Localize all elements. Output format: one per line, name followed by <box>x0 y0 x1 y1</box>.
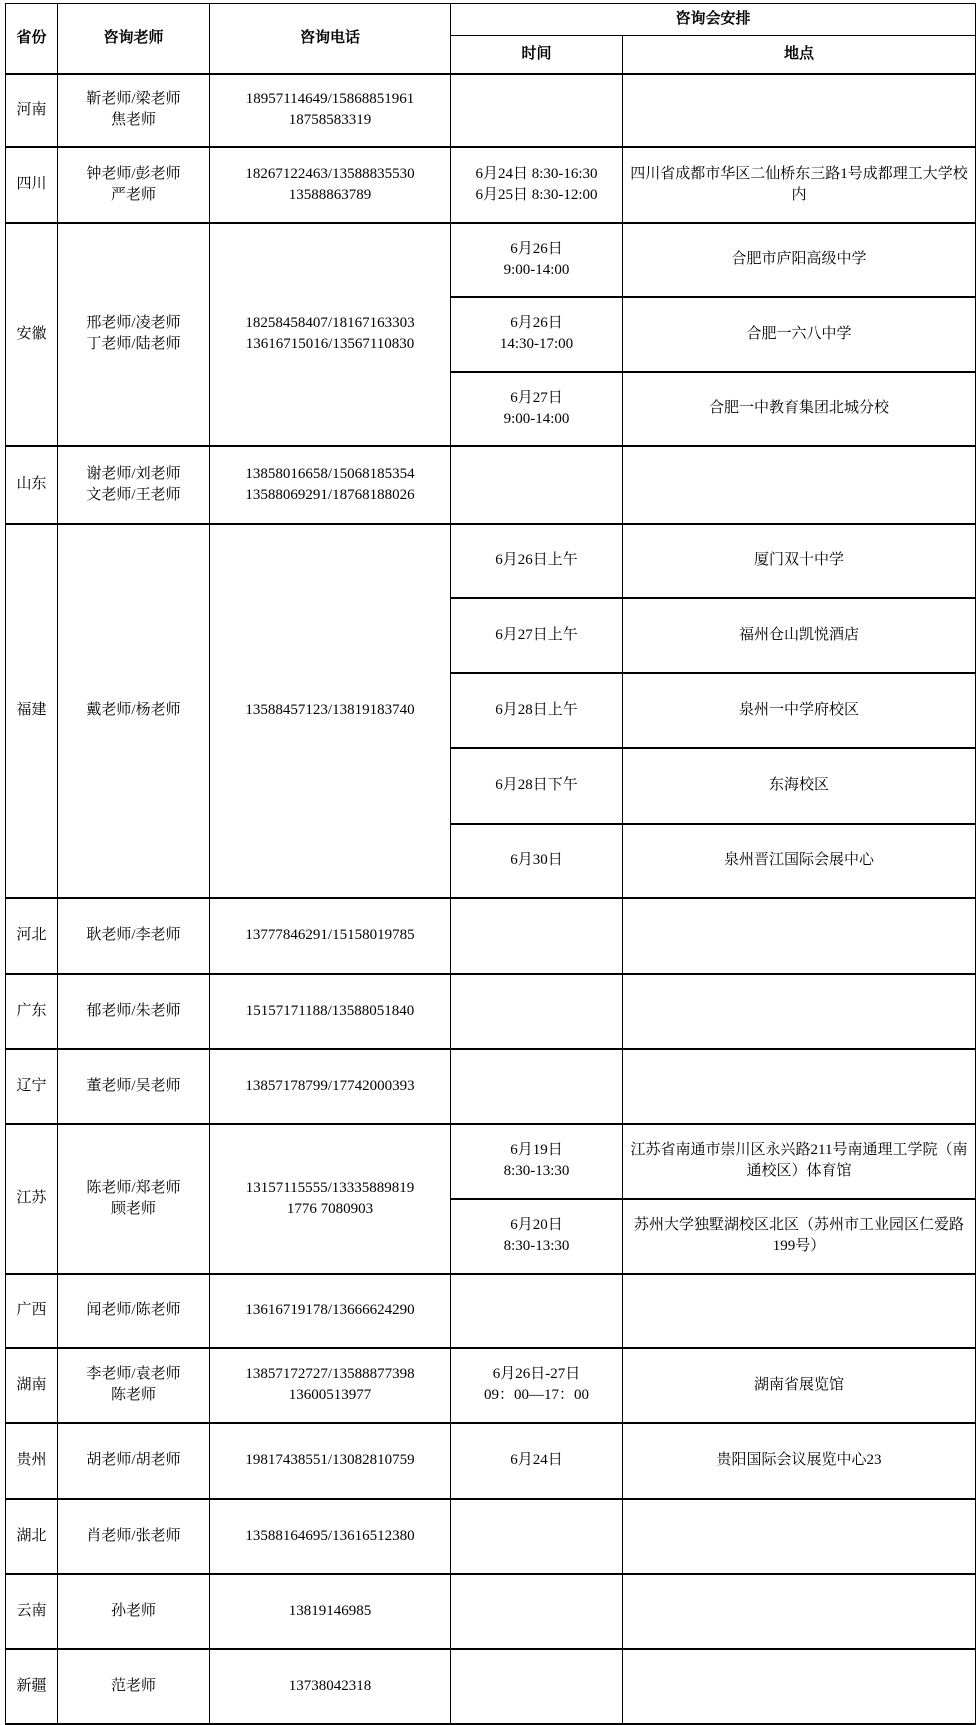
cell-phones <box>210 1274 451 1348</box>
teacher-line: 孙老师 <box>110 1602 156 1619</box>
cell-location: 泉州晋江国际会展中心 <box>623 824 976 898</box>
teacher-line: 钟老师/彭老师 <box>86 165 181 182</box>
table-row <box>6 524 976 598</box>
teacher-line: 耿老师/李老师 <box>86 927 181 943</box>
cell-phones <box>210 1348 451 1423</box>
cell-teachers <box>58 1348 210 1423</box>
cell-province: 广西 <box>6 1274 58 1348</box>
time-line: 8:30-13:30 <box>503 1163 570 1179</box>
teacher-line: 陈老师/郑老师 <box>86 1179 181 1196</box>
cell-province: 辽宁 <box>6 1049 58 1124</box>
teacher-line: 谢老师/刘老师 <box>86 465 181 482</box>
table-row <box>6 1124 976 1199</box>
teacher-line: 顾老师 <box>110 1200 156 1217</box>
time-line: 6月26日 <box>510 240 563 257</box>
cell-location: 厦门双十中学 <box>623 524 976 598</box>
cell-time <box>451 1049 623 1124</box>
table-row <box>6 1049 976 1124</box>
time-line: 9:00-14:00 <box>503 261 570 278</box>
time-line: 6月27日 <box>510 389 563 406</box>
cell-teachers <box>58 1049 210 1124</box>
cell-time <box>451 824 623 898</box>
cell-location <box>623 1274 976 1348</box>
phone-line: 15157171188/13588051840 <box>245 1002 415 1019</box>
cell-location <box>623 1574 976 1649</box>
table-row <box>6 147 976 223</box>
phone-line: 18267122463/13588835530 <box>245 165 415 182</box>
teacher-line: 严老师 <box>110 186 156 203</box>
cell-time <box>451 74 623 147</box>
teacher-line: 范老师 <box>110 1677 156 1694</box>
phone-line: 13588457123/13819183740 <box>245 702 415 718</box>
teacher-line: 肖老师/张老师 <box>86 1527 181 1544</box>
cell-time <box>451 1649 623 1724</box>
cell-location: 泉州一中学府校区 <box>623 673 976 748</box>
cell-province: 江苏 <box>6 1124 58 1274</box>
phone-line: 13738042318 <box>288 1677 372 1694</box>
phone-line: 13616715016/13567110830 <box>245 336 415 352</box>
cell-time <box>451 974 623 1049</box>
col-header-province: 省份 <box>6 4 58 74</box>
cell-phones <box>210 1124 451 1274</box>
cell-time <box>451 297 623 372</box>
cell-location: 江苏省南通市崇川区永兴路211号南通理工学院（南通校区）体育馆 <box>623 1124 976 1199</box>
table-row <box>6 1499 976 1574</box>
cell-phones <box>210 898 451 974</box>
cell-location: 苏州大学独墅湖校区北区（苏州市工业园区仁爱路199号） <box>623 1199 976 1274</box>
cell-time <box>451 446 623 524</box>
phone-line: 13857172727/13588877398 <box>245 1366 415 1382</box>
cell-location: 合肥市庐阳高级中学 <box>623 223 976 297</box>
cell-time <box>451 1124 623 1199</box>
cell-time <box>451 1274 623 1348</box>
table-row <box>6 74 976 147</box>
cell-teachers <box>58 1649 210 1724</box>
cell-location: 合肥一六八中学 <box>623 297 976 372</box>
cell-province: 广东 <box>6 974 58 1049</box>
col-header-meeting: 咨询会安排 <box>451 4 976 36</box>
table-row <box>6 974 976 1049</box>
phone-line: 13777846291/15158019785 <box>245 927 415 943</box>
cell-province: 安徽 <box>6 223 58 446</box>
cell-province: 山东 <box>6 446 58 524</box>
cell-location: 四川省成都市华区二仙桥东三路1号成都理工大学校内 <box>623 147 976 223</box>
cell-province: 贵州 <box>6 1423 58 1499</box>
col-header-teacher: 咨询老师 <box>58 4 210 74</box>
cell-teachers <box>58 974 210 1049</box>
table-row <box>6 1423 976 1499</box>
teacher-line: 丁老师/陆老师 <box>86 336 181 352</box>
cell-province: 湖北 <box>6 1499 58 1574</box>
phone-line: 13857178799/17742000393 <box>245 1077 415 1094</box>
time-line: 6月24日 8:30-16:30 <box>475 165 598 182</box>
cell-location <box>623 1649 976 1724</box>
time-line: 6月28日下午 <box>495 777 578 793</box>
cell-teachers <box>58 223 210 446</box>
cell-teachers <box>58 74 210 147</box>
teacher-line: 文老师/王老师 <box>86 486 181 503</box>
cell-location <box>623 898 976 974</box>
cell-time <box>451 598 623 673</box>
cell-phones <box>210 1649 451 1724</box>
table-row <box>6 898 976 974</box>
phone-line: 18758583319 <box>288 112 372 128</box>
cell-location: 湖南省展览馆 <box>623 1348 976 1423</box>
cell-time <box>451 898 623 974</box>
cell-province: 新疆 <box>6 1649 58 1724</box>
cell-phones <box>210 1499 451 1574</box>
cell-time <box>451 748 623 824</box>
cell-teachers <box>58 1499 210 1574</box>
table-row <box>6 1274 976 1348</box>
cell-time <box>451 1499 623 1574</box>
cell-phones <box>210 524 451 898</box>
cell-province: 河南 <box>6 74 58 147</box>
cell-phones <box>210 223 451 446</box>
time-line: 6月25日 8:30-12:00 <box>475 186 598 203</box>
teacher-line: 董老师/吴老师 <box>86 1077 181 1094</box>
cell-phones <box>210 1574 451 1649</box>
teacher-line: 陈老师 <box>110 1387 156 1403</box>
phone-line: 13616719178/13666624290 <box>245 1302 415 1318</box>
cell-phones <box>210 446 451 524</box>
cell-teachers <box>58 1274 210 1348</box>
cell-time <box>451 1423 623 1499</box>
cell-province: 湖南 <box>6 1348 58 1423</box>
time-line: 8:30-13:30 <box>503 1238 570 1254</box>
cell-teachers <box>58 1124 210 1274</box>
cell-teachers <box>58 898 210 974</box>
cell-time <box>451 372 623 446</box>
cell-province: 福建 <box>6 524 58 898</box>
time-line: 6月19日 <box>510 1142 563 1158</box>
consultation-schedule-table <box>5 3 976 1725</box>
time-line: 14:30-17:00 <box>499 336 574 352</box>
time-line: 9:00-14:00 <box>503 410 570 427</box>
cell-location <box>623 74 976 147</box>
cell-phones <box>210 1423 451 1499</box>
phone-line: 13157115555/13335889819 <box>245 1179 415 1196</box>
cell-time <box>451 223 623 297</box>
cell-location <box>623 1499 976 1574</box>
phone-line: 18957114649/15868851961 <box>245 91 415 107</box>
col-header-time: 时间 <box>451 36 623 74</box>
cell-teachers <box>58 524 210 898</box>
cell-province: 河北 <box>6 898 58 974</box>
cell-province: 云南 <box>6 1574 58 1649</box>
cell-phones <box>210 147 451 223</box>
time-line: 6月28日上午 <box>495 701 578 718</box>
time-line: 6月26日-27日 <box>492 1366 581 1382</box>
teacher-line: 戴老师/杨老师 <box>86 702 181 718</box>
phone-line: 1776 7080903 <box>286 1200 374 1217</box>
teacher-line: 郁老师/朱老师 <box>86 1002 181 1019</box>
cell-phones <box>210 974 451 1049</box>
cell-location <box>623 1049 976 1124</box>
time-line: 6月27日上午 <box>495 626 578 643</box>
phone-line: 13600513977 <box>288 1387 372 1403</box>
table-row <box>6 446 976 524</box>
teacher-line: 胡老师/胡老师 <box>86 1452 181 1468</box>
time-line: 09：00—17：00 <box>483 1387 589 1403</box>
cell-location <box>623 446 976 524</box>
cell-location: 东海校区 <box>623 748 976 824</box>
cell-time <box>451 1199 623 1274</box>
time-line: 6月26日 <box>510 315 563 331</box>
teacher-line: 焦老师 <box>110 112 156 128</box>
table-row <box>6 1649 976 1724</box>
cell-phones <box>210 1049 451 1124</box>
cell-time <box>451 524 623 598</box>
table-row <box>6 1348 976 1423</box>
cell-location: 合肥一中教育集团北城分校 <box>623 372 976 446</box>
cell-time <box>451 147 623 223</box>
table-row <box>6 1574 976 1649</box>
teacher-line: 靳老师/梁老师 <box>86 91 181 107</box>
phone-line: 13588164695/13616512380 <box>245 1527 415 1544</box>
phone-line: 19817438551/13082810759 <box>245 1452 415 1468</box>
teacher-line: 邢老师/凌老师 <box>86 315 181 331</box>
cell-location: 福州仓山凯悦酒店 <box>623 598 976 673</box>
cell-phones <box>210 74 451 147</box>
col-header-phone: 咨询电话 <box>210 4 451 74</box>
phone-line: 13588069291/18768188026 <box>245 486 415 503</box>
cell-time <box>451 673 623 748</box>
phone-line: 13588863789 <box>288 186 372 203</box>
cell-teachers <box>58 147 210 223</box>
time-line: 6月26日上午 <box>495 552 578 568</box>
header-row-top <box>6 4 976 36</box>
cell-teachers <box>58 1423 210 1499</box>
teacher-line: 李老师/袁老师 <box>86 1366 181 1382</box>
table-row <box>6 223 976 297</box>
time-line: 6月20日 <box>510 1217 563 1233</box>
cell-teachers <box>58 446 210 524</box>
cell-time <box>451 1574 623 1649</box>
phone-line: 18258458407/18167163303 <box>245 315 415 331</box>
time-line: 6月24日 <box>510 1452 563 1468</box>
cell-location <box>623 974 976 1049</box>
phone-line: 13858016658/15068185354 <box>245 465 415 482</box>
cell-province: 四川 <box>6 147 58 223</box>
time-line: 6月30日 <box>510 852 563 868</box>
teacher-line: 闻老师/陈老师 <box>86 1302 181 1318</box>
phone-line: 13819146985 <box>288 1602 372 1619</box>
cell-time <box>451 1348 623 1423</box>
cell-location: 贵阳国际会议展览中心23 <box>623 1423 976 1499</box>
col-header-location: 地点 <box>623 36 976 74</box>
cell-teachers <box>58 1574 210 1649</box>
